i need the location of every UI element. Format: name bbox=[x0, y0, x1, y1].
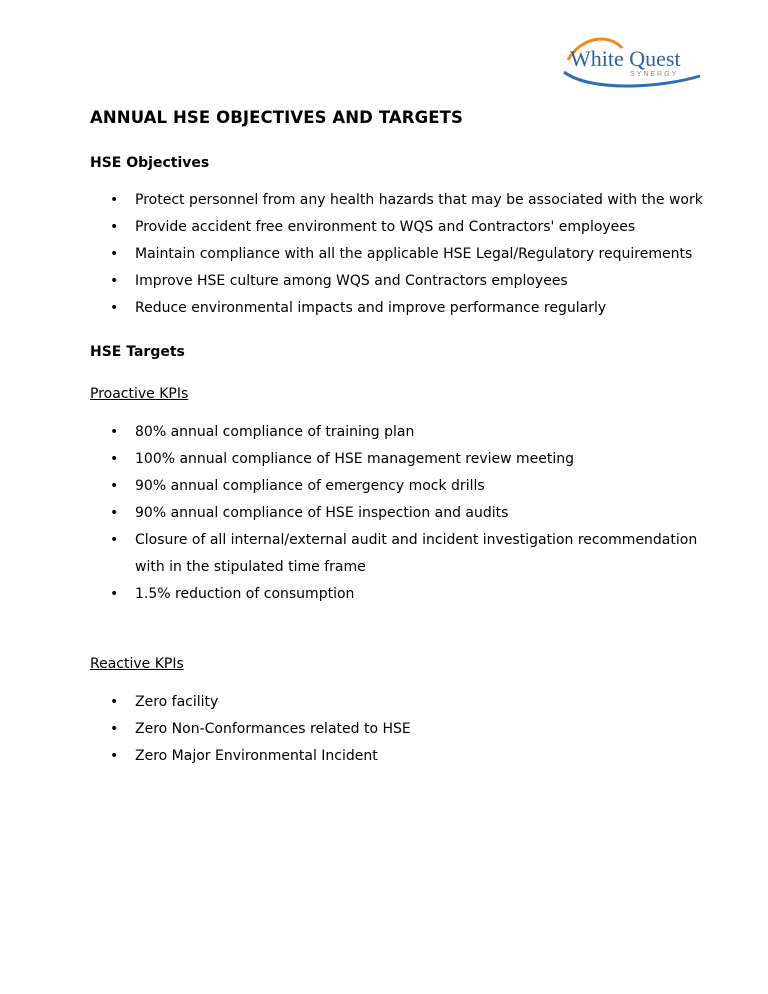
list-item: • Reduce environmental impacts and improve performance regularly bbox=[110, 295, 730, 322]
targets-heading: HSE Targets bbox=[90, 344, 185, 360]
objectives-heading: HSE Objectives bbox=[90, 155, 210, 171]
list-item: • 80% annual compliance of training plan bbox=[110, 419, 730, 446]
list-item: • 100% annual compliance of HSE management review meeting bbox=[110, 446, 730, 473]
list-item: • Protect personnel from any health hazards that may be associated with the work bbox=[110, 187, 730, 214]
list-item: • Zero Major Environmental Incident bbox=[110, 743, 730, 770]
reactive-kpis-list bbox=[110, 689, 730, 770]
list-item: • Improve HSE culture among WQS and Contractors employees bbox=[110, 268, 730, 295]
list-item: • 1.5% reduction of consumption bbox=[110, 581, 730, 608]
list-item: • Closure of all internal/external audit and incident investigation recommendation with in the stipulated time frame bbox=[110, 527, 730, 581]
list-item: • Provide accident free environment to WQS and Contractors' employees bbox=[110, 214, 730, 241]
page-title: ANNUAL HSE OBJECTIVES AND TARGETS bbox=[90, 108, 463, 127]
list-item: • Maintain compliance with all the applicable HSE Legal/Regulatory requirements bbox=[110, 241, 730, 268]
objectives-list bbox=[110, 187, 730, 322]
proactive-kpis-list bbox=[110, 419, 730, 608]
list-item: • Zero facility bbox=[110, 689, 730, 716]
reactive-kpis-heading: Reactive KPIs bbox=[90, 656, 184, 672]
list-item: • Zero Non-Conformances related to HSE bbox=[110, 716, 730, 743]
white-quest-logo-icon bbox=[560, 30, 705, 92]
proactive-kpis-heading: Proactive KPIs bbox=[90, 386, 189, 402]
logo-tagline: SYNERGY bbox=[630, 71, 679, 78]
logo-name: White Quest bbox=[570, 46, 681, 71]
list-item: • 90% annual compliance of HSE inspection and audits bbox=[110, 500, 730, 527]
list-item: • 90% annual compliance of emergency mock drills bbox=[110, 473, 730, 500]
company-logo bbox=[560, 30, 705, 92]
